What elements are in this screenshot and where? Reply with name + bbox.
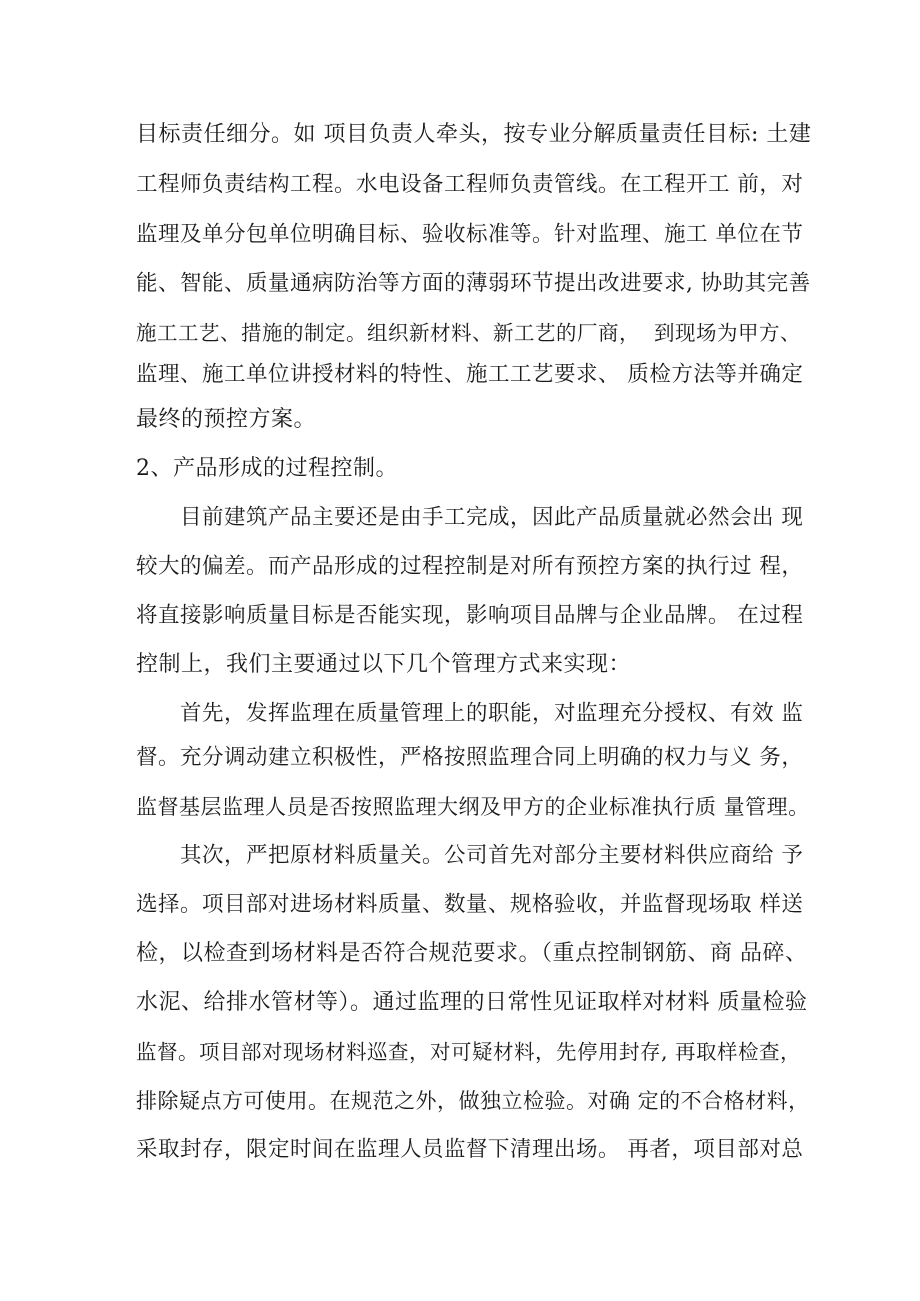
text-line: 目标责任细分。如 项目负责人牵头，按专业分解质量责任目标: 土建 <box>136 122 812 147</box>
text-line: 能、智能、质量通病防治等方面的薄弱环节提出改进要求, 协助其完善 <box>136 271 811 296</box>
text-line: 检，以检查到场材料是否符合规范要求。（重点控制钢筋、商 品碎、 <box>136 941 808 966</box>
text-line: 监督基层监理人员是否按照监理大纲及甲方的企业标准执行质 量管理。 <box>136 795 810 819</box>
text-line: 控制上，我们主要通过以下几个管理方式来实现： <box>136 652 632 677</box>
text-line: 水泥、给排水管材等）。通过监理的日常性见证取样对材料 质量检验 <box>136 990 808 1015</box>
text-line: 较大的偏差。而产品形成的过程控制是对所有预控方案的执行过 程， <box>136 554 804 579</box>
text-line: 工程师负责结构工程。水电设备工程师负责管线。在工程开工 前，对 <box>136 172 804 197</box>
text-line: 监理、施工单位讲授材料的特性、施工工艺要求、 质检方法等并确定 <box>136 362 804 387</box>
text-line: 采取封存，限定时间在监理人员监督下清理出场。 再者，项目部对总 <box>136 1137 804 1162</box>
text-line: 排除疑点方可使用。在规范之外，做独立检验。对确 定的不合格材料， <box>136 1089 810 1113</box>
text-line: 目前建筑产品主要还是由手工完成，因此产品质量就必然会出 现 <box>180 505 804 530</box>
text-line: 其次，严把原材料质量关。公司首先对部分主要材料供应商给 予 <box>180 843 804 868</box>
text-line: 施工工艺、措施的制定。组织新材料、新工艺的厂商， 到现场为甲方、 <box>136 321 802 345</box>
text-line: 督。充分调动建立积极性，严格按照监理合同上明确的权力与义 务， <box>136 745 804 770</box>
text-line: 监理及单分包单位明确目标、验收标准等。针对监理、施工 单位在节 <box>136 222 804 247</box>
text-line: 将直接影响质量目标是否能实现，影响项目品牌与企业品牌。 在过程 <box>136 603 804 628</box>
section-heading: 2、产品形成的过程控制。 <box>136 456 398 481</box>
text-line: 选择。项目部对进场材料质量、数量、规格验收，并监督现场取 样送 <box>136 892 804 917</box>
text-line: 首先，发挥监理在质量管理上的职能，对监理充分授权、有效 监 <box>180 701 804 726</box>
text-line: 监督。项目部对现场材料巡查，对可疑材料，先停用封存, 再取样检查， <box>136 1040 802 1064</box>
text-line: 最终的预控方案。 <box>136 407 317 432</box>
